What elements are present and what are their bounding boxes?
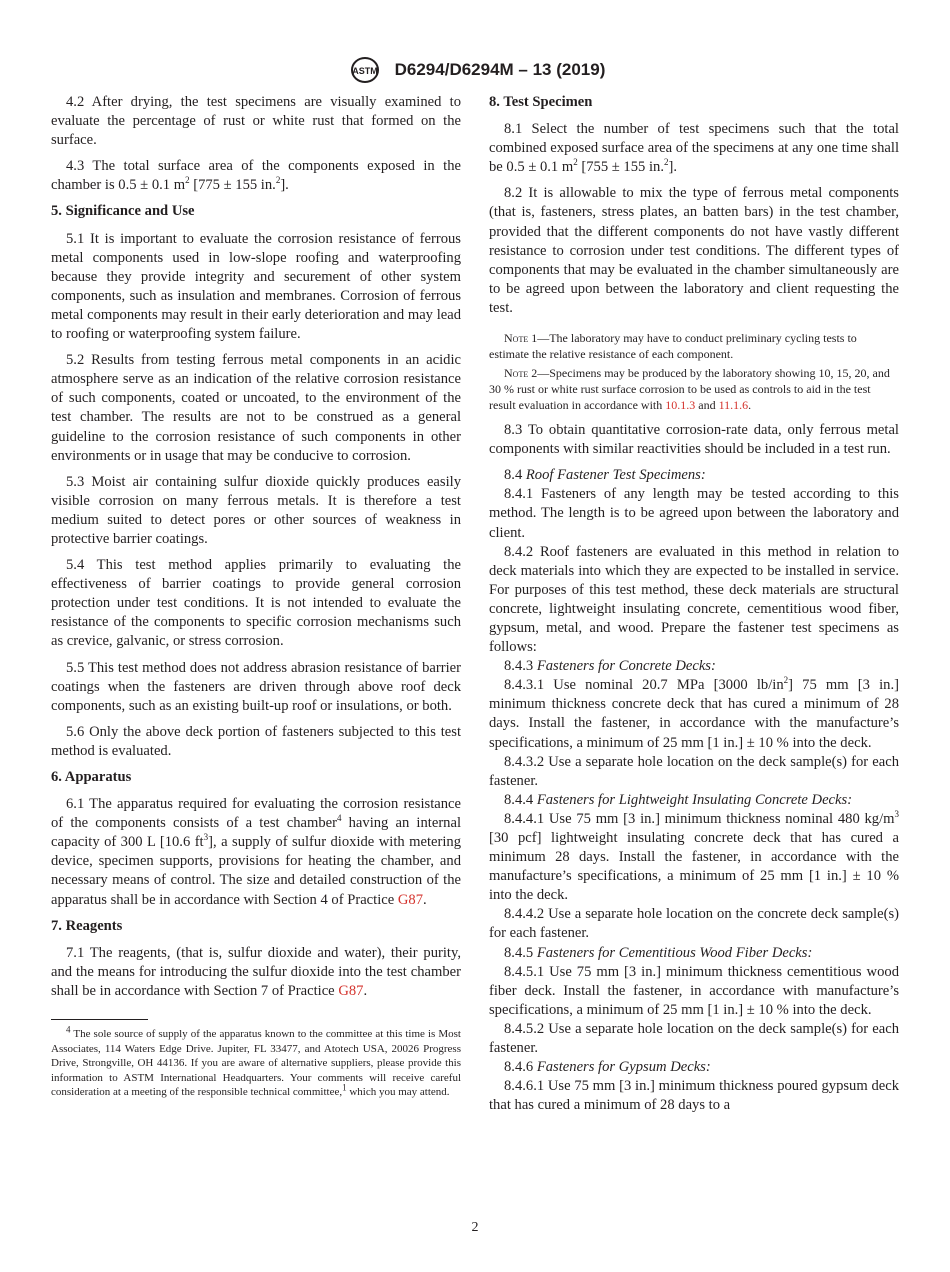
heading-significance-and-use: 5. Significance and Use [51,203,195,220]
heading-test-specimen: 8. Test Specimen [489,94,593,110]
section-4-3: 4.3 The total surface area of the components exposed in the chamber is 0.5 ± 0.1 $m^2$ [775 ± 155 in.$^2$]. [51,158,461,194]
link-g87[interactable]: G87 [338,982,364,999]
section-8-3: 8.3 To obtain quantitative corrosion-rate data, only ferrous metal components with similar reactivities should be included in a test run. [489,422,899,458]
left-column [51,93,461,1100]
section-8-1: 8.1 Select the number of test specimens such that the total combined exposed surface area of the specimens at any one time shall be 0.5 ± 0.1 $m^2$ [755 ± 155 in.$^2$]. [489,121,899,176]
note-1: Note 1—The laboratory may have to conduct preliminary cycling tests to estimate the relative resistance of each component. [489,331,857,362]
standard-designation: D6294/D6294M – 13 (2019) [394,60,606,79]
section-5-4: 5.4 This test method applies primarily to evaluating the effectiveness of barrier coatings to provide general corrosion protection under test conditions. It is not intended to evaluate the resistance of the components to specific corrosion mechanisms such as crevice, galvanic, or stress corrosion. [51,557,461,650]
footnote-4: $^4$ The sole source of supply of the apparatus known to the committee at this time is Most Associates, 114 Waters Edge Drive. Jupiter, FL 33477, and Atotech USA, 20026 Progress Drive, Strongville, OH 44136. If you are aware of alternative suppliers, please provide this information to ASTM International Headquarters. Your comments will receive careful consideration at a meeting of the responsible technical committee,$^1$ which you may attend. [51,1024,461,1099]
section-8-4-5-2: 8.4.5.2 Use a separate hole location on the deck sample(s) for each fastener. [489,1020,899,1057]
section-8-4-1: 8.4.1 Fasteners of any length may be tested according to this method. The length is to be agreed upon between the laboratory and client. [489,486,899,541]
section-5-2: 5.2 Results from testing ferrous metal components in an acidic atmosphere serve as an indication of the relative corrosion resistance of such components, coated or uncoated, to the environment of the test chamber. The results are not to be construed as a general guideline to the corrosion resistance of such components in other environments or in usage that may be conducive to corrosion. [51,352,461,464]
section-8-4-3: 8.4.3 Fasteners for Concrete Decks: [504,658,716,675]
page-number: 2 [471,1220,479,1235]
section-8-4-6: 8.4.6 Fasteners for Gypsum Decks: [504,1059,711,1076]
footnote-divider [51,1019,148,1020]
page-header [0,56,950,84]
section-5-5: 5.5 This test method does not address abrasion resistance of barrier coatings when the fasteners are driven through above roof deck components, such as an existing built-up roof or insulations, or both. [51,659,461,714]
astm-logo-icon [345,56,385,84]
section-5-3: 5.3 Moist air containing sulfur dioxide quickly produces easily visible corrosion on many ferrous metals. It is therefore a test medium suited to detect pores or other sources of weakness in protective barrier coatings. [51,473,461,547]
link-g87[interactable]: G87 [397,891,424,908]
svg-text:ASTM: ASTM [351,66,378,76]
section-8-4-5: 8.4.5 Fasteners for Cementitious Wood Fiber Decks: [504,944,813,961]
footnote-ref: 4 [336,813,342,824]
link-10-1-3[interactable]: 10.1.3 [665,398,696,413]
heading-apparatus: 6. Apparatus [51,769,132,785]
section-8-4-4: 8.4.4 Fasteners for Lightweight Insulating Concrete Decks: [504,791,853,808]
section-8-4-5-1: 8.4.5.1 Use 75 mm [3 in.] minimum thickness cementitious wood fiber deck. Install the fastener, in accordance with manufacture’s specifications, a minimum of 25 mm [1 in.] ± 10 % into the deck. [489,963,899,1018]
section-8-4-4-2: 8.4.4.2 Use a separate hole location on the concrete deck sample(s) for each fastener. [489,906,899,942]
section-8-4: 8.4 Roof Fastener Test Specimens: [504,467,706,484]
section-4-2: 4.2 After drying, the test specimens are visually examined to evaluate the percentage of rust or white rust that formed on the surface. [51,94,461,149]
link-11-1-6[interactable]: 11.1.6 [718,398,749,413]
note-2: Note 2—Specimens may be produced by the laboratory showing 10, 15, 20, and 30 % rust or white rust surface corrosion to be used as controls to aid in the test result evaluation in accordance with 10.1.3 and 11.1.6. [489,366,890,413]
section-8-4-3-2: 8.4.3.2 Use a separate hole location on the deck sample(s) for each fastener. [489,753,899,789]
section-5-6: 5.6 Only the above deck portion of fasteners subjected to this test method is evaluated. [51,723,461,759]
section-6-1: 6.1 The apparatus required for evaluating the corrosion resistance of the components consists of a test chamber$^4$ having an internal capacity of 300 L [10.6 $ft^3$], a supply of sulfur dioxide with metering device, specimen supports, provisions for heating the chamber, and necessary means of control. The size and detailed construction of the apparatus shall be in accordance with Section 4 of Practice G87. [51,796,462,908]
section-8-4-6-1: 8.4.6.1 Use 75 mm [3 in.] minimum thickness poured gypsum deck that has cured a minimum of 28 days to a [489,1078,899,1114]
section-8-4-2: 8.4.2 Roof fasteners are evaluated in this method in relation to deck materials into which they are expected to be installed in service. For purposes of this test method, these deck materials are structural concrete, lightweight insulating concrete, cementitious wood fiber, gypsum, metal, and wood. Prepare the fastener test specimens as follows: [489,543,899,656]
section-8-4-4-1: 8.4.4.1 Use 75 mm [3 in.] minimum thickness nominal 480 $kg/m^3$ [30 pcf] lightweight insulating concrete deck that has cured a minimum 28 days. Install the fastener, in accordance with the manufacture’s specifications, a minimum of 25 mm [1 in.] ± 10 % into the deck. [489,809,899,904]
heading-reagents: 7. Reagents [51,917,123,934]
section-8-2: 8.2 It is allowable to mix the type of ferrous metal components (that is, fasteners, stress plates, an batten bars) in the test chamber, provided that the different components do not have vastly different resistance to corrosion under test conditions. The different types of components that may be evaluated in the chamber simultaneously are to be agreed upon between the laboratory and client requesting the test. [489,185,899,316]
section-7-1: 7.1 The reagents, (that is, sulfur dioxide and water), their purity, and the means for introducing the sulfur dioxide into the test chamber shall be in accordance with Section 7 of Practice G87. [51,944,461,999]
right-column [489,93,899,1115]
section-5-1: 5.1 It is important to evaluate the corrosion resistance of ferrous metal components used in low-slope roofing and waterproofing because they provide integrity and securement of other system components, such as insulation and membranes. Corrosion of ferrous metal components may result in their early deterioration and may lead to roofing or waterproofing system failure. [51,230,461,343]
section-8-4-3-1: 8.4.3.1 Use nominal 20.7 MPa [3000 $lb/in^2$] 75 mm [3 in.] minimum thickness concrete deck that has cured a minimum of 28 days. Install the fastener, in accordance with the manufacture’s specifications, a minimum of 25 mm [1 in.] ± 10 % into the deck. [489,675,899,751]
